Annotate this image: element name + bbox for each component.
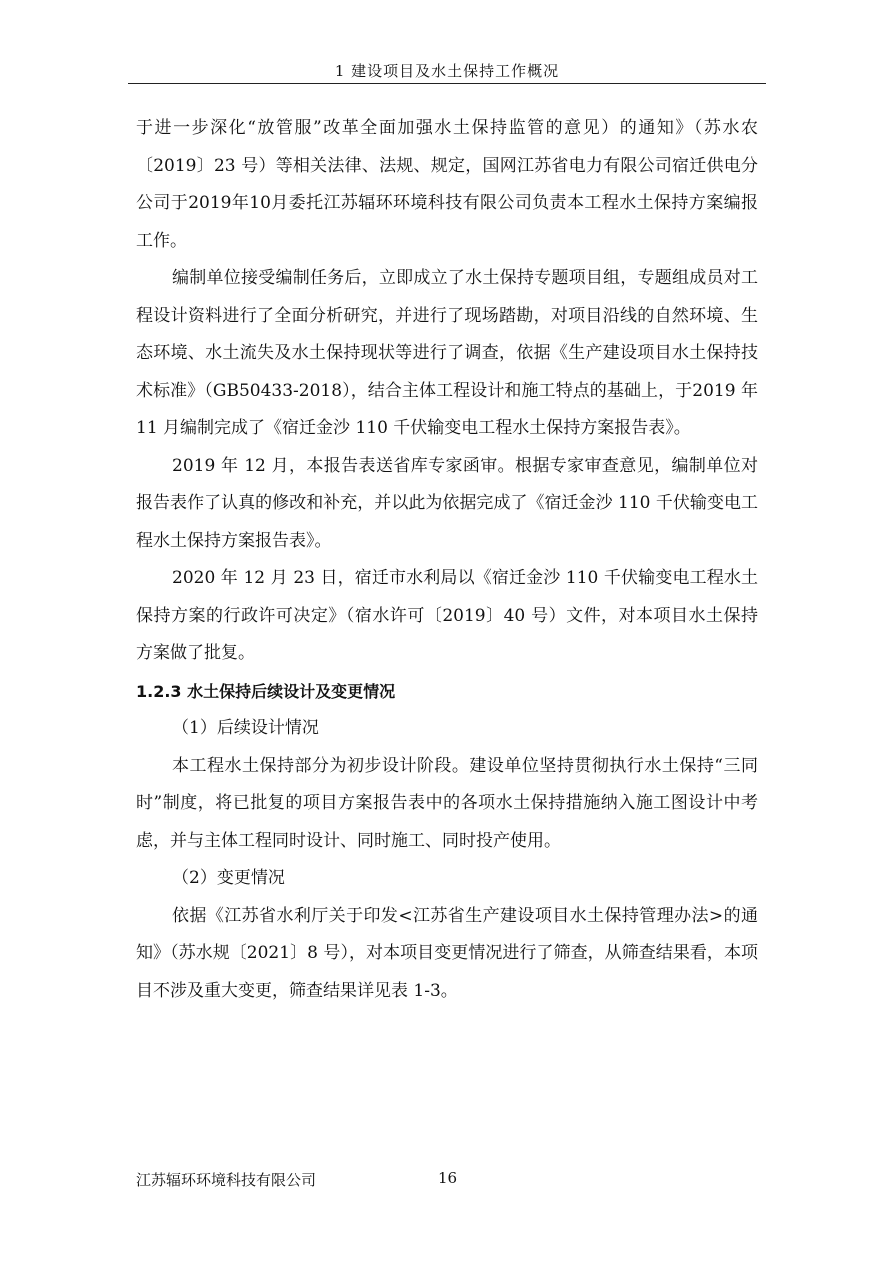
- footer-company: 江苏辐环环境科技有限公司: [136, 1171, 317, 1189]
- running-header: 1 建设项目及水土保持工作概况: [334, 62, 560, 80]
- section-heading: 1.2.3 水土保持后续设计及变更情况: [136, 681, 396, 701]
- page-number: 16: [438, 1169, 458, 1187]
- paragraph-approval: 2020 年 12 月 23 日，宿迁市水利局以《宿迁金沙 110 千伏输变电工程水土保持方案的行政许可决定》（宿水许可〔2019〕40 号）文件，对本项目水土保持方案做了批复。: [136, 568, 758, 663]
- paragraph-followup-design: 本工程水土保持部分为初步设计阶段。建设单位坚持贯彻执行水土保持“三同时”制度，将已批复的项目方案报告表中的各项水土保持措施纳入施工图设计中考虑，并与主体工程同时设计、同时施工、同时投产使用。: [136, 755, 758, 851]
- body-text: [136, 110, 758, 1010]
- subsection-followup-design: （1）后续设计情况: [172, 718, 319, 738]
- paragraph-continuation: 于进一步深化“放管服”改革全面加强水土保持监管的意见）的通知》（苏水农〔2019〕23 号）等相关法律、法规、规定，国网江苏省电力有限公司宿迁供电分公司于2019年10月委托江苏辐环环境科技有限公司负责本工程水土保持方案编报工作。: [136, 118, 758, 251]
- header-divider: [128, 83, 766, 84]
- subsection-changes: （2）变更情况: [172, 868, 285, 888]
- paragraph-changes: 依据《江苏省水利厅关于印发<江苏省生产建设项目水土保持管理办法>的通知》（苏水规〔2021〕8 号），对本项目变更情况进行了筛查，从筛查结果看，本项目不涉及重大变更，筛查结果详见表 1-3。: [136, 905, 758, 1001]
- paragraph-expert-review: 2019 年 12 月，本报告表送省库专家函审。根据专家审查意见，编制单位对报告表作了认真的修改和补充，并以此为依据完成了《宿迁金沙 110 千伏输变电工程水土保持方案报告表》。: [136, 455, 758, 551]
- paragraph-compilation: 编制单位接受编制任务后，立即成立了水土保持专题项目组，专题组成员对工程设计资料进行了全面分析研究，并进行了现场踏勘，对项目沿线的自然环境、生态环境、水土流失及水土保持现状等进行了调查，依据《生产建设项目水土保持技术标准》（GB50433-2018），结合主体工程设计和施工特点的基础上，于2019 年 11 月编制完成了《宿迁金沙 110 千伏输变电工程水土保持方案报告表》。: [136, 268, 758, 438]
